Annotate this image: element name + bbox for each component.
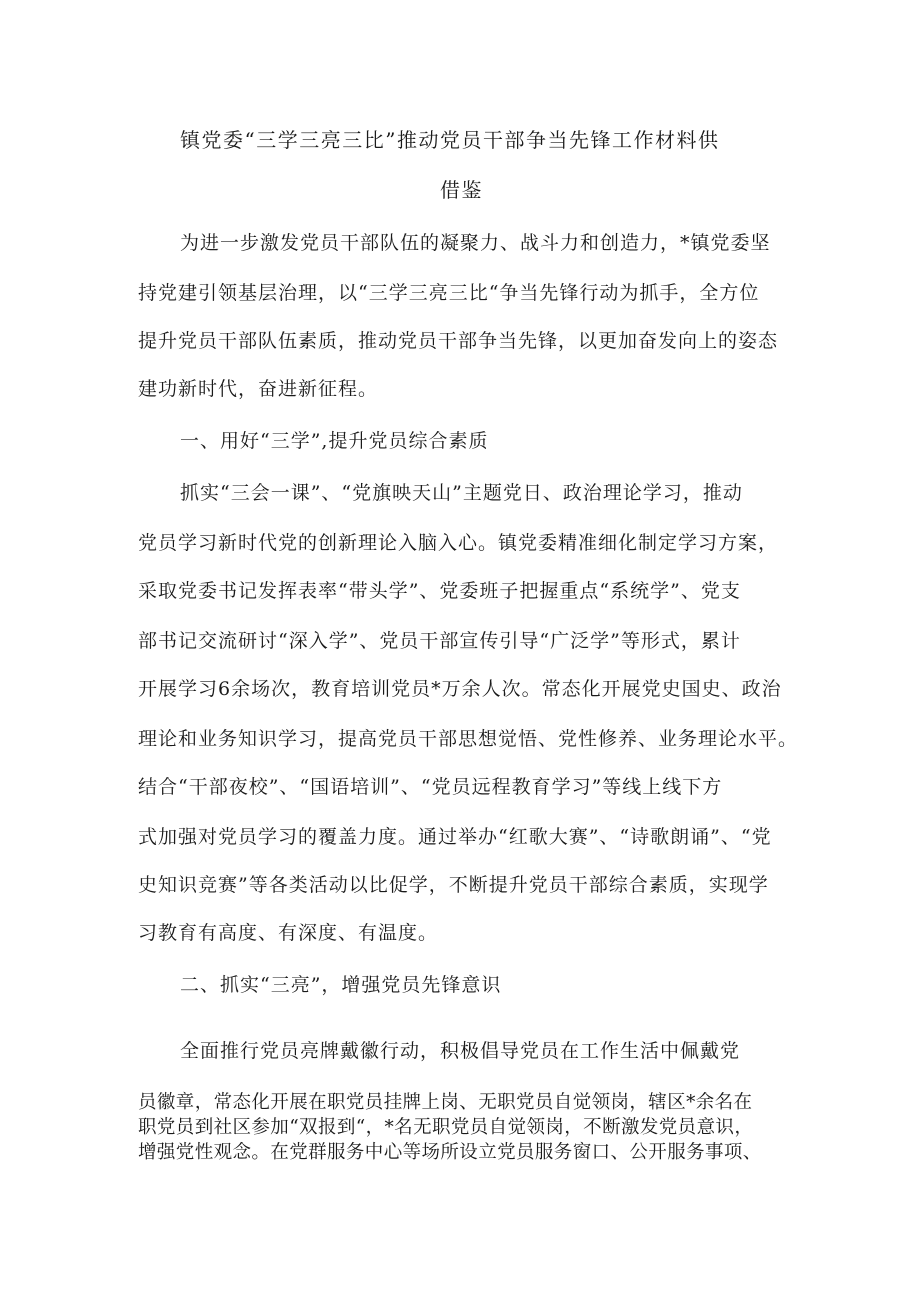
section-1-line: 结合“干部夜校”、“国语培训”、“党员远程教育学习”等线上线下方 — [138, 776, 723, 798]
section-2-line: 全面推行党员亮牌戴徽行动，积极倡导党员在工作生活中佩戴党 — [180, 1040, 741, 1062]
section-1-line: 抓实“三会一课”、“党旗映天山”主题党日、政治理论学习，推动 — [180, 482, 743, 504]
intro-line: 为进一步激发党员干部队伍的凝聚力、战斗力和创造力，*镇党委坚 — [180, 232, 771, 254]
section-1-line: 采取党委书记发挥表率“带头学”、党委班子把握重点“系统学”、党支 — [138, 580, 741, 602]
section-2-heading: 二、抓实“三亮”，增强党员先锋意识 — [180, 974, 502, 996]
section-1-line: 式加强对党员学习的覆盖力度。通过举办“红歌大赛”、“诗歌朗诵”、“党 — [138, 826, 772, 848]
section-2-line: 增强党性观念。在党群服务中心等场所设立党员服务窗口、公开服务事项、 — [138, 1142, 762, 1163]
section-1-line: 理论和业务知识学习，提高党员干部思想觉悟、党性修养、业务理论水平。 — [138, 728, 799, 750]
intro-line: 提升党员干部队伍素质，推动党员干部争当先锋，以更加奋发向上的姿态 — [138, 330, 779, 352]
intro-line: 持党建引领基层治理，以“三学三亮三比“争当先锋行动为抓手，全方位 — [138, 282, 760, 304]
intro-line: 建功新时代，奋进新征程。 — [138, 378, 379, 400]
section-1-line: 党员学习新时代党的创新理论入脑入心。镇党委精准细化制定学习方案， — [138, 532, 779, 554]
section-1-line: 习教育有高度、有深度、有温度。 — [138, 922, 439, 944]
document-title-line-1: 镇党委“三学三亮三比”推动党员干部争当先锋工作材料供 — [180, 128, 720, 152]
section-1-heading: 一、用好“三学”,提升党员综合素质 — [180, 430, 489, 452]
section-1-line: 开展学习6余场次，教育培训党员*万余人次。常态化开展党史国史、政治 — [138, 678, 782, 700]
section-2-line: 员徽章，常态化开展在职党员挂牌上岗、无职党员自觉领岗，辖区*余名在 — [138, 1092, 753, 1113]
section-1-line: 史知识竞赛”等各类活动以比促学，不断提升党员干部综合素质，实现学 — [138, 874, 769, 896]
document-title-line-2: 借鉴 — [440, 178, 483, 202]
section-1-line: 部书记交流研讨“深入学”、党员干部宣传引导“广泛学”等形式，累计 — [138, 630, 741, 652]
section-2-line: 职党员到社区参加“双报到“，*名无职党员自觉领岗，不断激发党员意识， — [138, 1117, 754, 1138]
